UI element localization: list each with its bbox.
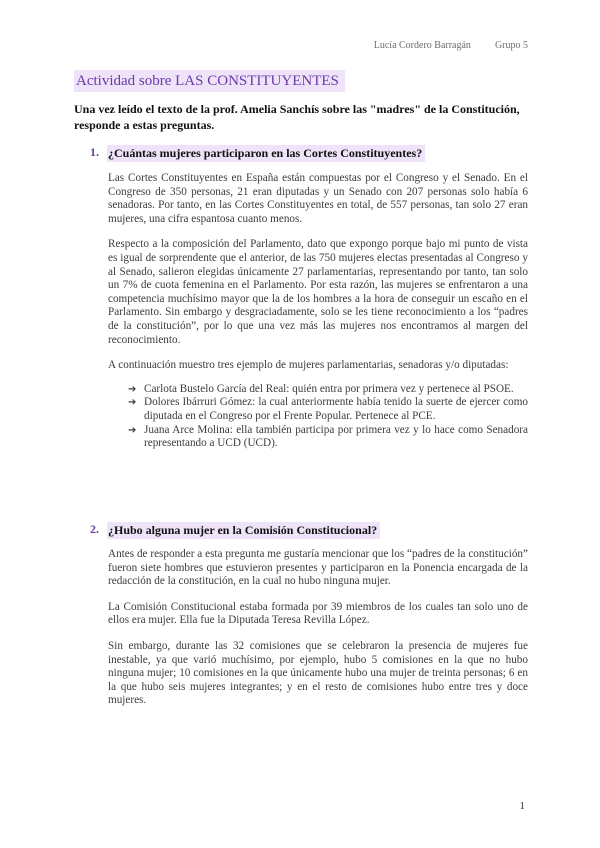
- answer-2: [108, 548, 528, 720]
- answer-1-paragraph-1: Las Cortes Constituyentes en España están compuestas por el Congreso y el Senado. En el Congreso de 350 personas, 21 eran diputadas y un Senado con 207 personas solo había 6 senadoras. Por tanto, en las Cortes Constituyentes en total, de 557 personas, tan solo 27 eran mujeres, una cifra espantosa cuanto menos.: [108, 172, 528, 225]
- question-1-text: ¿Cuántas mujeres participaron en las Cortes Constituyentes?: [107, 145, 425, 162]
- arrow-right-icon: ➔: [128, 383, 137, 395]
- arrow-right-icon: ➔: [128, 424, 137, 436]
- answer-2-paragraph-2: La Comisión Constitucional estaba formada por 39 miembros de los cuales tan solo uno de ellos era mujer. Ella fue la Diputada Teresa Revilla López.: [108, 600, 528, 627]
- list-item: [128, 396, 528, 423]
- page-number: 1: [519, 800, 525, 812]
- intro-instructions: Una vez leído el texto de la prof. Amelia Sanchís sobre las "madres" de la Constitución, responde a estas preguntas.: [74, 102, 520, 132]
- arrow-right-icon: ➔: [128, 397, 137, 409]
- list-item: [128, 424, 528, 451]
- list-item-text: Juana Arce Molina: ella también participa por primera vez y lo hace como Senadora representando a UCD (UCD).: [144, 423, 528, 450]
- page-header: [374, 40, 528, 51]
- answer-1-paragraph-3: A continuación muestro tres ejemplo de mujeres parlamentarias, senadoras y/o diputadas:: [108, 359, 509, 372]
- header-author: Lucía Cordero Barragán: [373, 40, 471, 51]
- answer-1: [108, 172, 528, 451]
- document-title: Actividad sobre LAS CONSTITUYENTES: [74, 70, 345, 92]
- header-group: Grupo 5: [494, 40, 528, 51]
- question-2-text: ¿Hubo alguna mujer en la Comisión Constitucional?: [107, 522, 380, 539]
- list-item: [128, 383, 528, 397]
- question-1-number: 1.: [90, 145, 99, 159]
- answer-2-paragraph-3: Sin embargo, durante las 32 comisiones que se celebraron la presencia de mujeres fue inestable, ya que varió muchísimo, por ejemplo, hubo 5 comisiones en la que no hubo ninguna mujer; 10 comisiones en la que únicamente hubo una mujer de treinta personas; 6 en la que hubo seis mujeres integrantes; y en el resto de comisiones hubo entre tres y doce mujeres.: [108, 639, 528, 707]
- list-item-text: Carlota Bustelo García del Real: quién entra por primera vez y pertenece al PSOE.: [144, 382, 514, 395]
- list-item-text: Dolores Ibárruri Gómez: la cual anteriormente había tenido la suerte de ejercer como diputada en el Congreso por el Frente Popular. Pertenece al PCE.: [144, 396, 528, 422]
- question-2-number: 2.: [90, 522, 99, 536]
- answer-1-paragraph-2: Respecto a la composición del Parlamento, dato que expongo porque bajo mi punto de vista es igual de sorprendente que el anterior, de las 750 mujeres electas presentadas al Congreso y al Senado, salieron elegidas únicamente 27 parlamentarias, representando por tanto, tan solo un 7% de cuota femenina en el Parlamento. Por esta razón, las mujeres se enfrentaron a una competencia muchísimo mayor que la de los hombres a la hora de conseguir un escaño en el Parlamento. Sin embargo y desgraciadamente, solo se les tiene reconocimiento a los “padres de la constitución”, por lo que una vez más las mujeres nos encontramos al margen del reconocimiento.: [108, 238, 528, 346]
- answer-2-paragraph-1: Antes de responder a esta pregunta me gustaría mencionar que los “padres de la constitución” fueron siete hombres que estuvieron presentes y participaron en la Ponencia encargada de la redacción de la constitución, en la cual no hubo ninguna mujer.: [108, 548, 528, 588]
- women-examples-list: [108, 383, 528, 451]
- question-1-heading: [90, 145, 425, 162]
- question-2-heading: [90, 522, 380, 539]
